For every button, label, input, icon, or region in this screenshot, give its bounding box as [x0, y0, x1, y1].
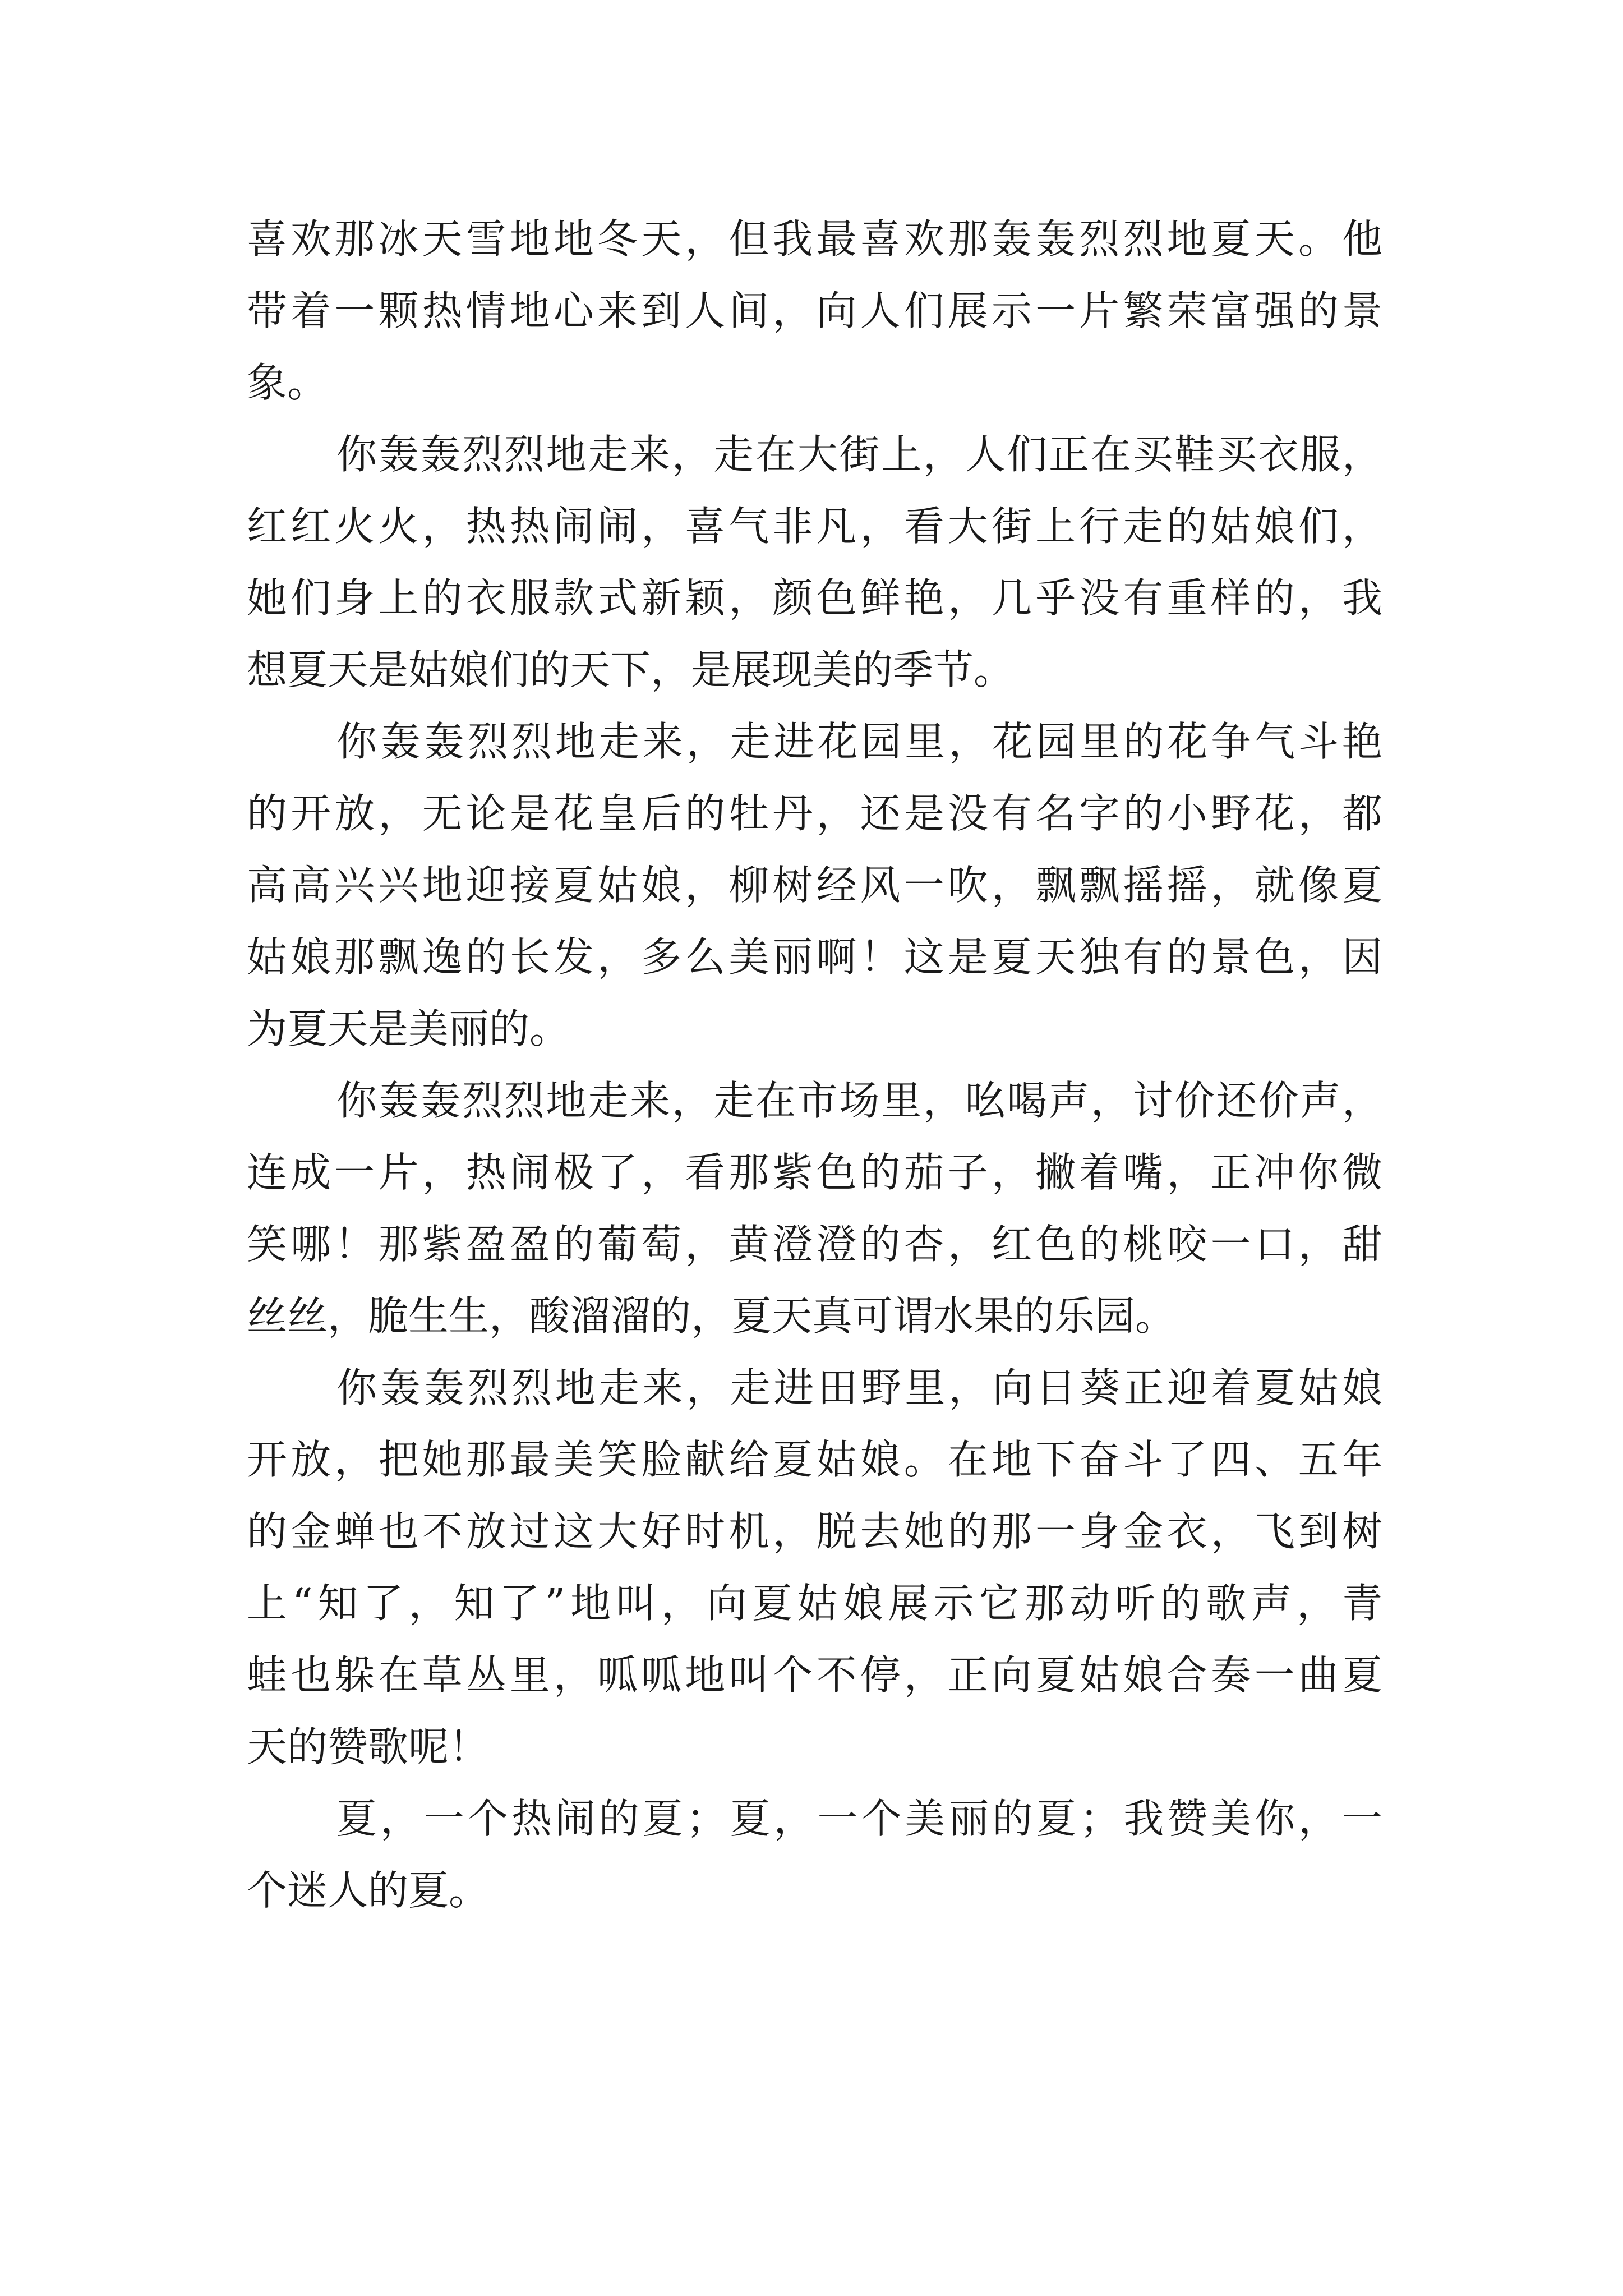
text-line: 想夏天是姑娘们的天下，是展现美的季节。	[247, 646, 1015, 693]
text-line: 天的赞歌呢！	[247, 1723, 490, 1770]
paragraph-first-line: 夏，一个热闹的夏；夏，一个美丽的夏；我赞美你，一	[336, 1795, 1382, 1842]
text-line: 红红火火，热热闹闹，喜气非凡，看大街上行走的姑娘们，	[247, 503, 1382, 550]
essay-body	[247, 203, 1382, 1926]
text-line: 象。	[247, 359, 328, 406]
text-line: 的开放，无论是花皇后的牡丹，还是没有名字的小野花，都	[247, 790, 1382, 837]
text-line: 丝丝，脆生生，酸溜溜的，夏天真可谓水果的乐园。	[247, 1292, 1176, 1340]
text-line: 蛙也躲在草丛里，呱呱地叫个不停，正向夏姑娘合奏一曲夏	[247, 1651, 1382, 1699]
paragraph-first-line: 你轰轰烈烈地走来，走进田野里，向日葵正迎着夏姑娘	[336, 1364, 1382, 1411]
text-line: 高高兴兴地迎接夏姑娘，柳树经风一吹，飘飘摇摇，就像夏	[247, 862, 1382, 909]
paragraph-first-line: 你轰轰烈烈地走来，走在大街上，人们正在买鞋买衣服，	[336, 431, 1382, 478]
text-line: 喜欢那冰天雪地地冬天，但我最喜欢那轰轰烈烈地夏天。他	[247, 215, 1382, 263]
text-line: 带着一颗热情地心来到人间，向人们展示一片繁荣富强的景	[247, 287, 1382, 334]
text-line: 开放，把她那最美笑脸献给夏姑娘。在地下奋斗了四、五年	[247, 1436, 1382, 1483]
text-line: 她们身上的衣服款式新颖，颜色鲜艳，几乎没有重样的，我	[247, 574, 1382, 622]
paragraph-first-line: 你轰轰烈烈地走来，走进花园里，花园里的花争气斗艳	[336, 718, 1382, 765]
text-line: 笑哪！那紫盈盈的葡萄，黄澄澄的杏，红色的桃咬一口，甜	[247, 1221, 1382, 1268]
paragraph-first-line: 你轰轰烈烈地走来，走在市场里，吆喝声，讨价还价声，	[336, 1077, 1382, 1124]
text-line: 个迷人的夏。	[247, 1867, 490, 1914]
text-line: 上“知了，知了”地叫，向夏姑娘展示它那动听的歌声，青	[247, 1580, 1382, 1627]
text-line: 连成一片，热闹极了，看那紫色的茄子，撇着嘴，正冲你微	[247, 1149, 1382, 1196]
text-line: 的金蝉也不放过这大好时机，脱去她的那一身金衣，飞到树	[247, 1508, 1382, 1555]
text-line: 姑娘那飘逸的长发，多么美丽啊！这是夏天独有的景色，因	[247, 933, 1382, 981]
text-line: 为夏天是美丽的。	[247, 1005, 570, 1052]
